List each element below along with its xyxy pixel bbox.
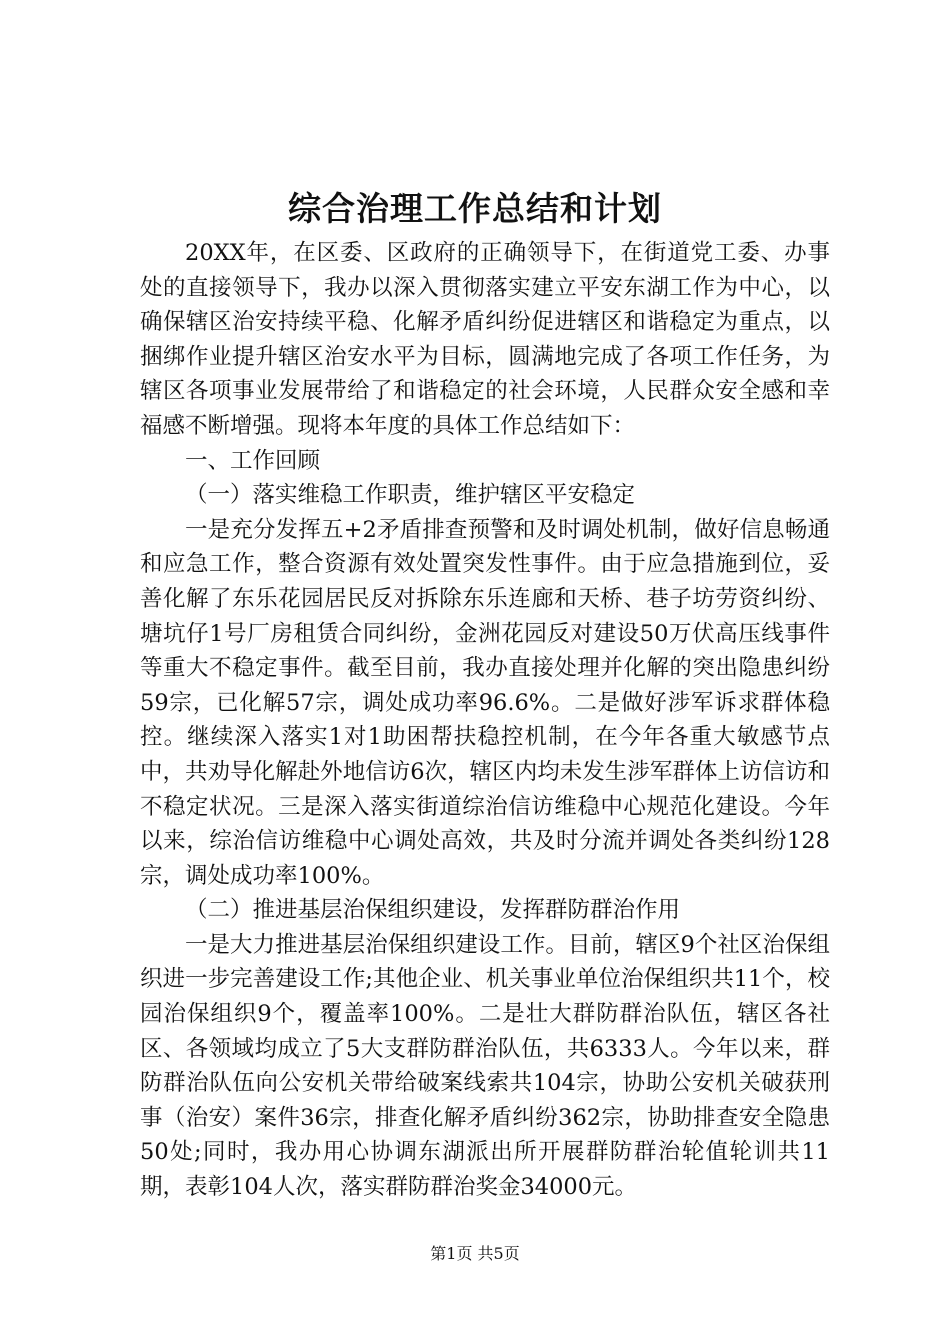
document-title: 综合治理工作总结和计划 <box>288 189 662 228</box>
intro-paragraph: 20XX年，在区委、区政府的正确领导下，在街道党工委、办事处的直接领导下，我办以深入贯彻落实建立平安东湖工作为中心，以确保辖区治安持续平稳、化解矛盾纠纷促进辖区和谐稳定为重点，以捆绑作业提升辖区治安水平为目标，圆满地完成了各项工作任务，为辖区各项事业发展带给了和谐稳定的社会环境，人民群众安全感和幸福感不断增强。现将本年度的具体工作总结如下： <box>140 240 830 439</box>
document-body <box>140 236 830 1205</box>
subsection-heading-1: （一）落实维稳工作职责，维护辖区平安稳定 <box>185 482 636 509</box>
page-footer: 第1页 共5页 <box>430 1244 520 1263</box>
body-paragraph-2: 一是大力推进基层治保组织建设工作。目前，辖区9个社区治保组织进一步完善建设工作;其他企业、机关事业单位治保组织共11个，校园治保组织9个，覆盖率100%。二是壮大群防群治队伍，辖区各社区、各领域均成立了5大支群防群治队伍，共6333人。今年以来，群防群治队伍向公安机关带给破案线索共104宗，协助公安机关破获刑事（治安）案件36宗，排查化解矛盾纠纷362宗，协助排查安全隐患50处;同时，我办用心协调东湖派出所开展群防群治轮值轮训共11期，表彰104人次，落实群防群治奖金34000元。 <box>140 931 830 1201</box>
subsection-heading-2: （二）推进基层治保组织建设，发挥群防群治作用 <box>185 897 681 924</box>
section-heading-work-review: 一、工作回顾 <box>185 447 321 474</box>
body-paragraph-1: 一是充分发挥五+2矛盾排查预警和及时调处机制，做好信息畅通和应急工作，整合资源有效处置突发性事件。由于应急措施到位，妥善化解了东乐花园居民反对拆除东乐连廊和天桥、巷子坊劳资纠纷、塘坑仔1号厂房租赁合同纠纷，金洲花园反对建设50万伏高压线事件等重大不稳定事件。截至目前，我办直接处理并化解的突出隐患纠纷59宗，已化解57宗，调处成功率96.6%。二是做好涉军诉求群体稳控。继续深入落实1对1助困帮扶稳控机制，在今年各重大敏感节点中，共劝导化解赴外地信访6次，辖区内均未发生涉军群体上访信访和不稳定状况。三是深入落实街道综治信访维稳中心规范化建设。今年以来，综治信访维稳中心调处高效，共及时分流并调处各类纠纷128宗，调处成功率100%。 <box>140 516 830 889</box>
